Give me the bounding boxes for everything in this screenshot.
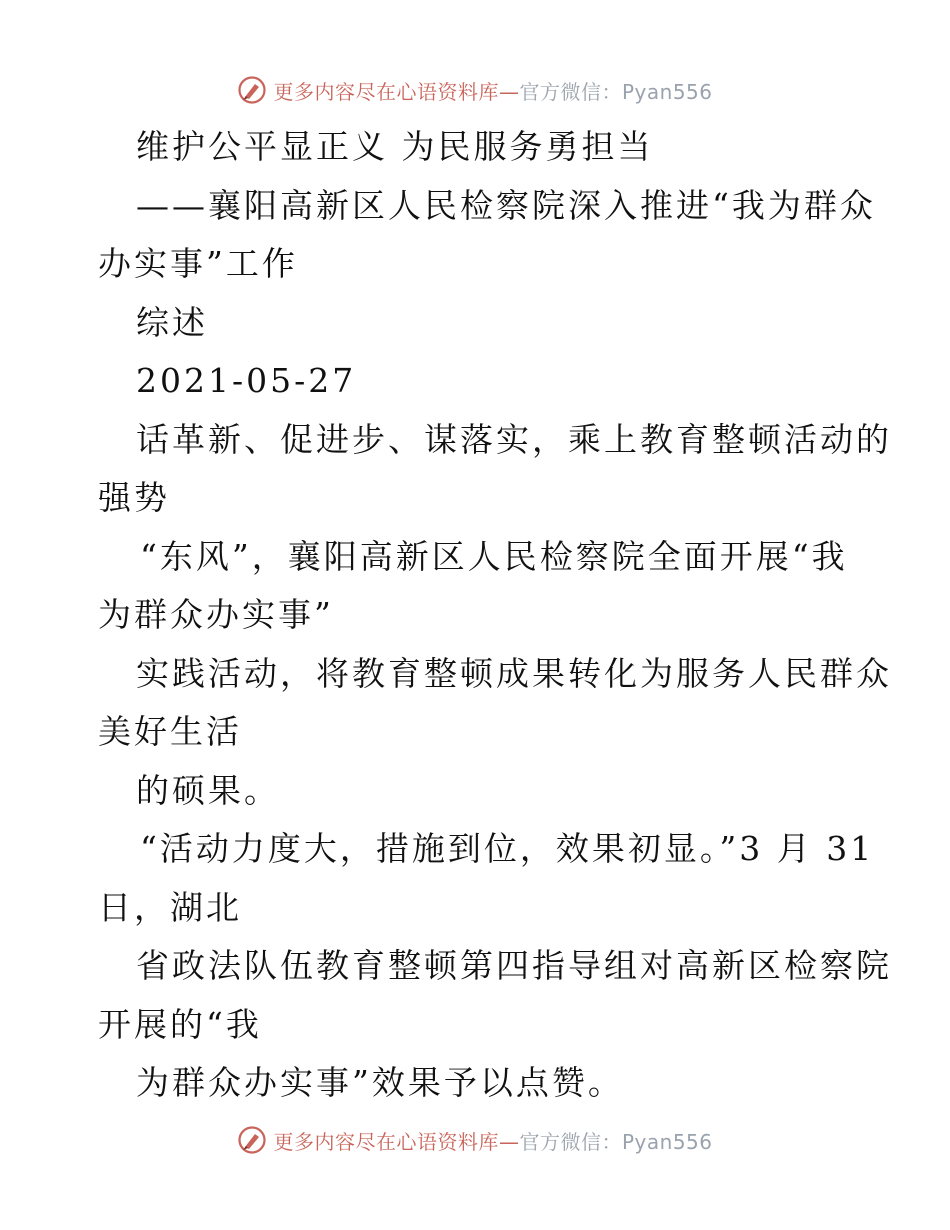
paragraph-line: 为群众办实事” (98, 595, 334, 634)
article-subtitle-line-1: ——襄阳高新区人民检察院深入推进“我为群众 (136, 185, 876, 225)
article-subtitle-line-2: 办实事”工作 (98, 244, 298, 283)
watermark-wechat-label: 官方微信： (519, 1129, 622, 1154)
paragraph-line: “活动力度大，措施到位，效果初显。”3 月 31 (140, 829, 875, 868)
paragraph-line: 实践活动，将教育整顿成果转化为服务人民群众 (136, 653, 892, 693)
watermark-wechat-label: 官方微信： (519, 79, 622, 104)
watermark-text (273, 76, 712, 105)
pen-nib-logo-icon (237, 1125, 267, 1155)
watermark-wechat-id: Pyan556 (621, 1129, 713, 1154)
paragraph-line: 话革新、促进步、谋落实，乘上教育整顿活动的 (136, 419, 892, 459)
paragraph-line: 美好生活 (98, 712, 242, 751)
paragraph-line: 开展的“我 (98, 1004, 262, 1044)
pen-nib-logo-icon (237, 75, 267, 105)
footer-watermark (0, 1120, 950, 1160)
article-date: 2021-05-27 (136, 361, 357, 400)
paragraph-line: 省政法队伍教育整顿第四指导组对高新区检察院 (136, 946, 892, 985)
paragraph-line: 的硕果。 (136, 770, 280, 810)
watermark-wechat-id: Pyan556 (621, 79, 713, 104)
header-watermark (0, 70, 950, 110)
article-body (98, 118, 892, 1113)
watermark-prefix: 更多内容尽在心语资料库— (273, 79, 520, 104)
paragraph-line: 日，湖北 (98, 887, 242, 927)
paragraph-line: 强势 (98, 478, 170, 517)
watermark-prefix: 更多内容尽在心语资料库— (273, 1129, 520, 1154)
paragraph-line: “东风”，襄阳高新区人民检察院全面开展“我 (140, 536, 848, 576)
watermark-text (273, 1126, 712, 1155)
article-category: 综述 (136, 302, 208, 342)
paragraph-line: 为群众办实事”效果予以点赞。 (136, 1063, 624, 1102)
article-title: 维护公平显正义 为民服务勇担当 (136, 127, 654, 166)
